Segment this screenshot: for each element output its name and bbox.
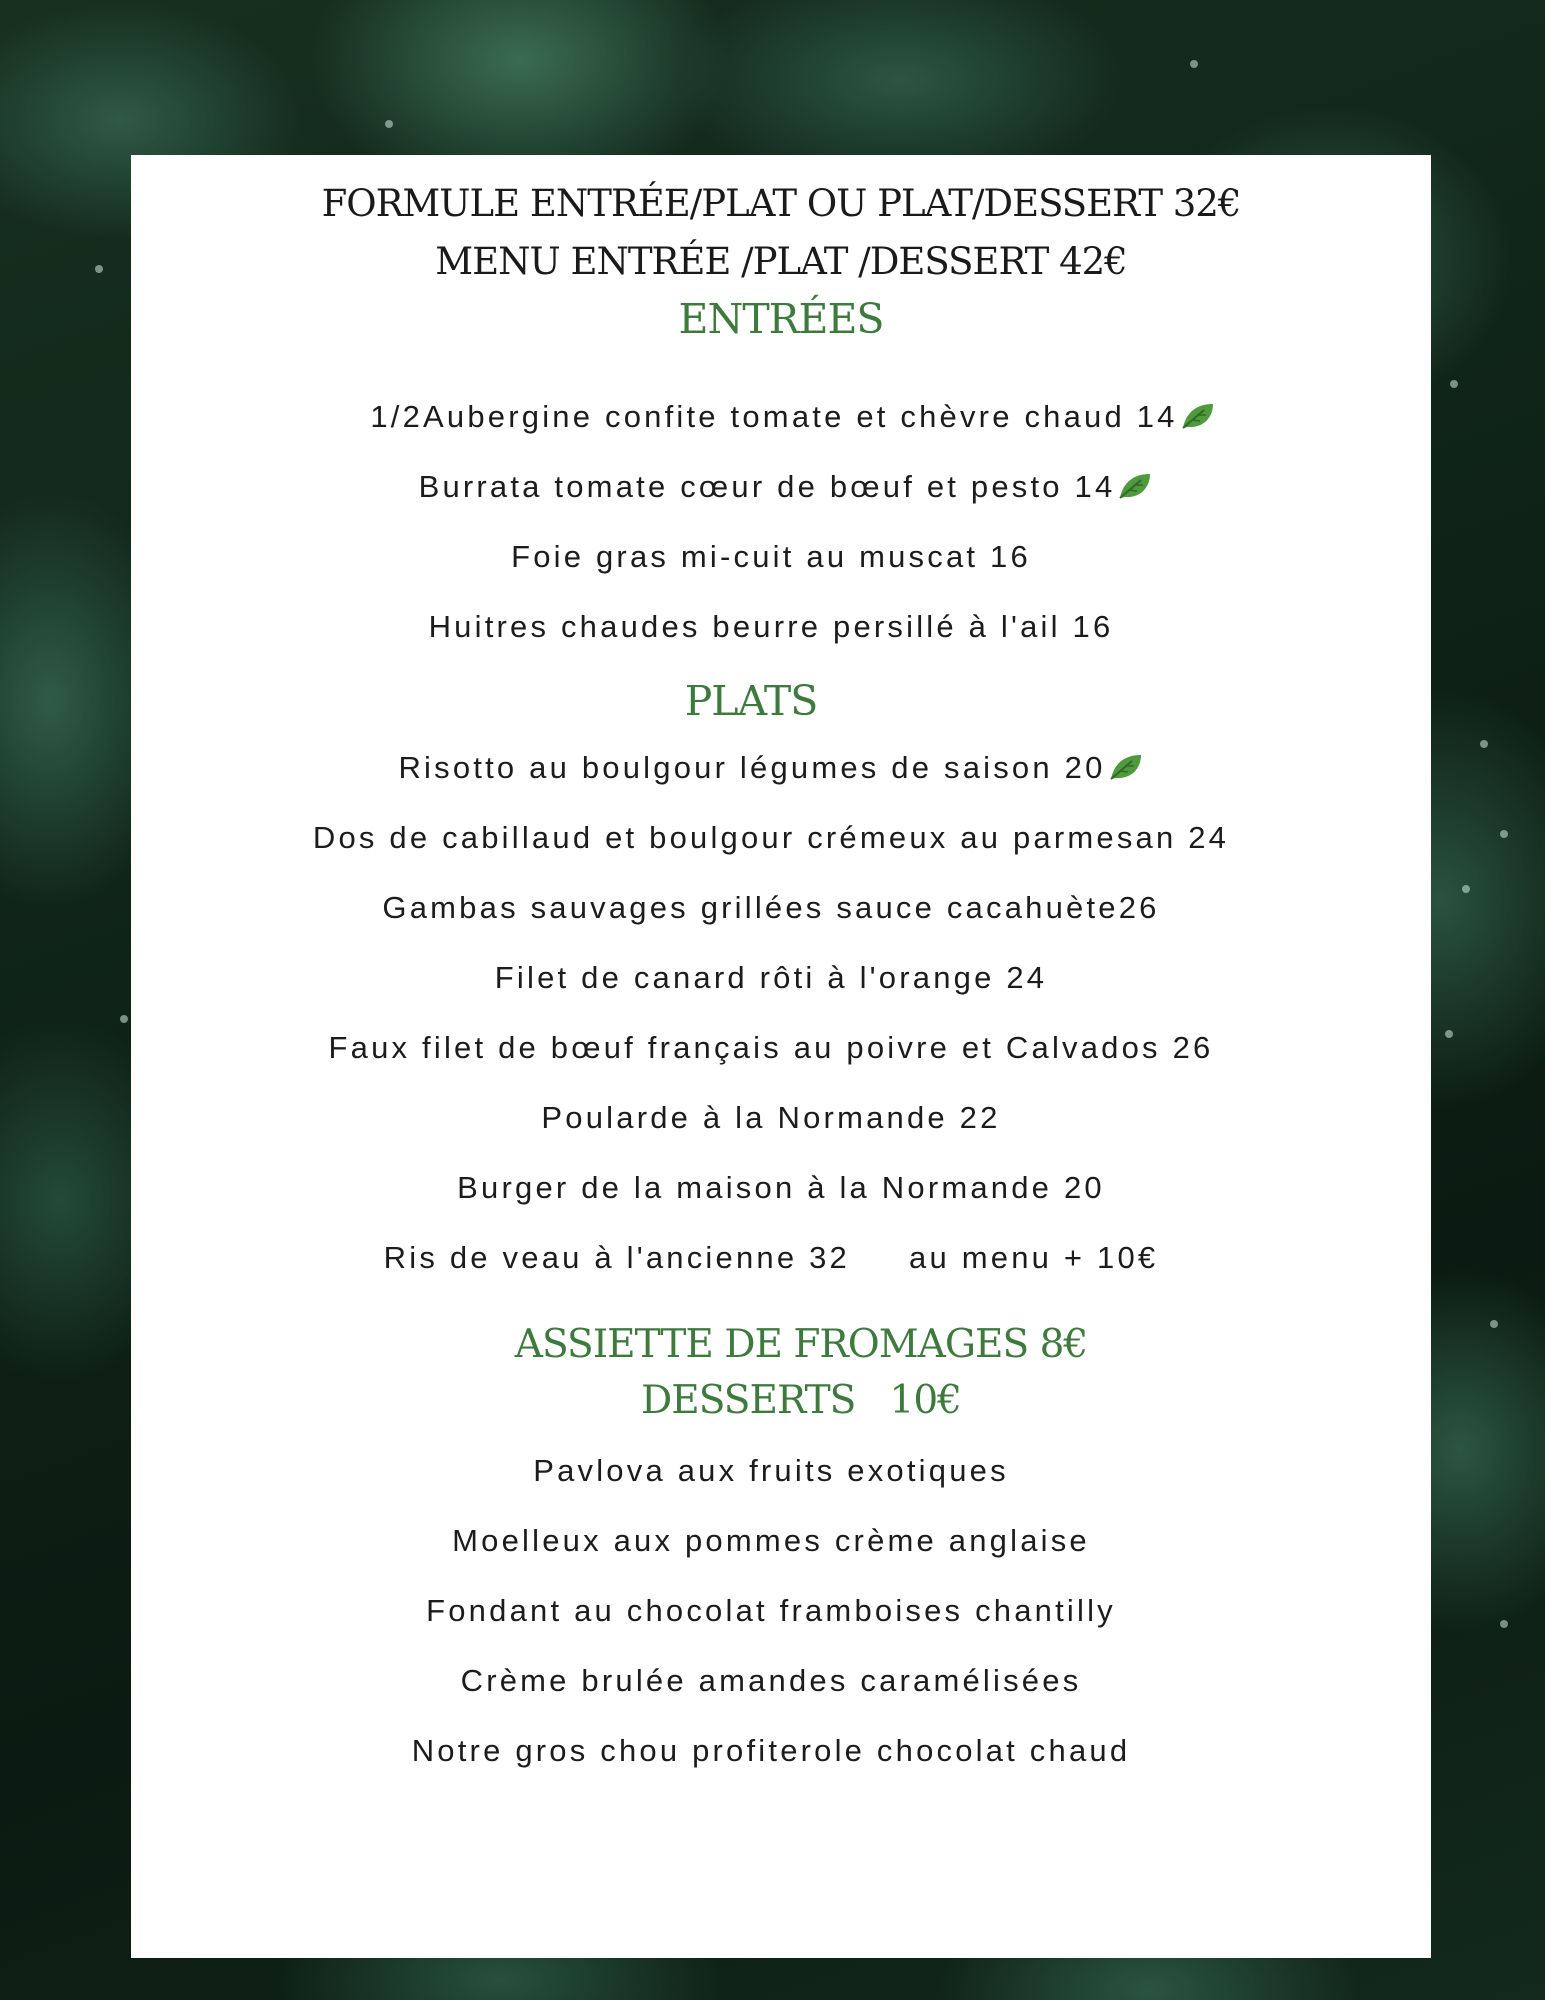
list-item	[136, 469, 1436, 505]
item-text: Crème brulée amandes caramélisées	[460, 1663, 1082, 1698]
list-item	[121, 960, 1421, 996]
list-item	[121, 1453, 1421, 1489]
list-item	[121, 820, 1421, 856]
list-item	[121, 1733, 1421, 1769]
list-item	[121, 1100, 1421, 1136]
item-text: 1/2Aubergine confite tomate et chèvre chaud 14	[370, 399, 1178, 434]
list-item	[131, 1170, 1431, 1206]
menu-card	[131, 155, 1431, 1958]
item-text: Fondant au chocolat framboises chantilly	[426, 1593, 1116, 1628]
leaf-icon	[1108, 752, 1144, 782]
item-text: Gambas sauvages grillées sauce cacahuète26	[382, 890, 1160, 925]
fromages-heading: ASSIETTE DE FROMAGES 8€	[514, 1322, 1088, 1367]
water-drop	[1480, 740, 1488, 748]
water-drop	[120, 1015, 128, 1023]
item-text: Huitres chaudes beurre persillé à l'ail 16	[428, 609, 1114, 644]
entrees-heading: ENTRÉES	[678, 295, 884, 343]
item-text: Risotto au boulgour légumes de saison 20	[398, 750, 1106, 785]
list-item	[121, 539, 1421, 575]
item-text: Filet de canard rôti à l'orange 24	[494, 960, 1048, 995]
water-drop	[385, 120, 393, 128]
water-drop	[95, 265, 103, 273]
menu-line: MENU ENTRÉE /PLAT /DESSERT 42€	[435, 240, 1127, 283]
item-text: Foie gras mi-cuit au muscat 16	[511, 539, 1031, 574]
list-item	[121, 1663, 1421, 1699]
water-drop	[1500, 1620, 1508, 1628]
list-item	[121, 1593, 1421, 1629]
list-item	[121, 1240, 1421, 1276]
list-item	[121, 890, 1421, 926]
list-item	[121, 1030, 1421, 1066]
list-item	[121, 1523, 1421, 1559]
formule-line: FORMULE ENTRÉE/PLAT OU PLAT/DESSERT 32€	[321, 182, 1241, 225]
water-drop	[1445, 1030, 1453, 1038]
item-text: Burrata tomate cœur de bœuf et pesto 14	[418, 469, 1116, 504]
item-text: Burger de la maison à la Normande 20	[457, 1170, 1105, 1205]
item-text: Ris de veau à l'ancienne 32 au menu + 10€	[383, 1240, 1159, 1275]
leaf-icon	[1180, 401, 1216, 431]
water-drop	[1462, 885, 1470, 893]
item-text: Pavlova aux fruits exotiques	[533, 1453, 1009, 1488]
water-drop	[1490, 1320, 1498, 1328]
leaf-icon	[1117, 471, 1153, 501]
plats-heading: PLATS	[684, 677, 818, 725]
item-text: Poularde à la Normande 22	[541, 1100, 1001, 1135]
item-text: Faux filet de bœuf français au poivre et Calvados 26	[328, 1030, 1214, 1065]
water-drop	[1190, 60, 1198, 68]
item-text: Dos de cabillaud et boulgour crémeux au parmesan 24	[312, 820, 1230, 855]
item-text: Notre gros chou profiterole chocolat chaud	[411, 1733, 1131, 1768]
list-item	[121, 609, 1421, 645]
water-drop	[1500, 830, 1508, 838]
item-text: Moelleux aux pommes crème anglaise	[452, 1523, 1090, 1558]
desserts-heading: DESSERTS 10€	[641, 1378, 961, 1423]
list-item	[143, 399, 1443, 435]
water-drop	[1450, 380, 1458, 388]
list-item	[121, 750, 1421, 786]
